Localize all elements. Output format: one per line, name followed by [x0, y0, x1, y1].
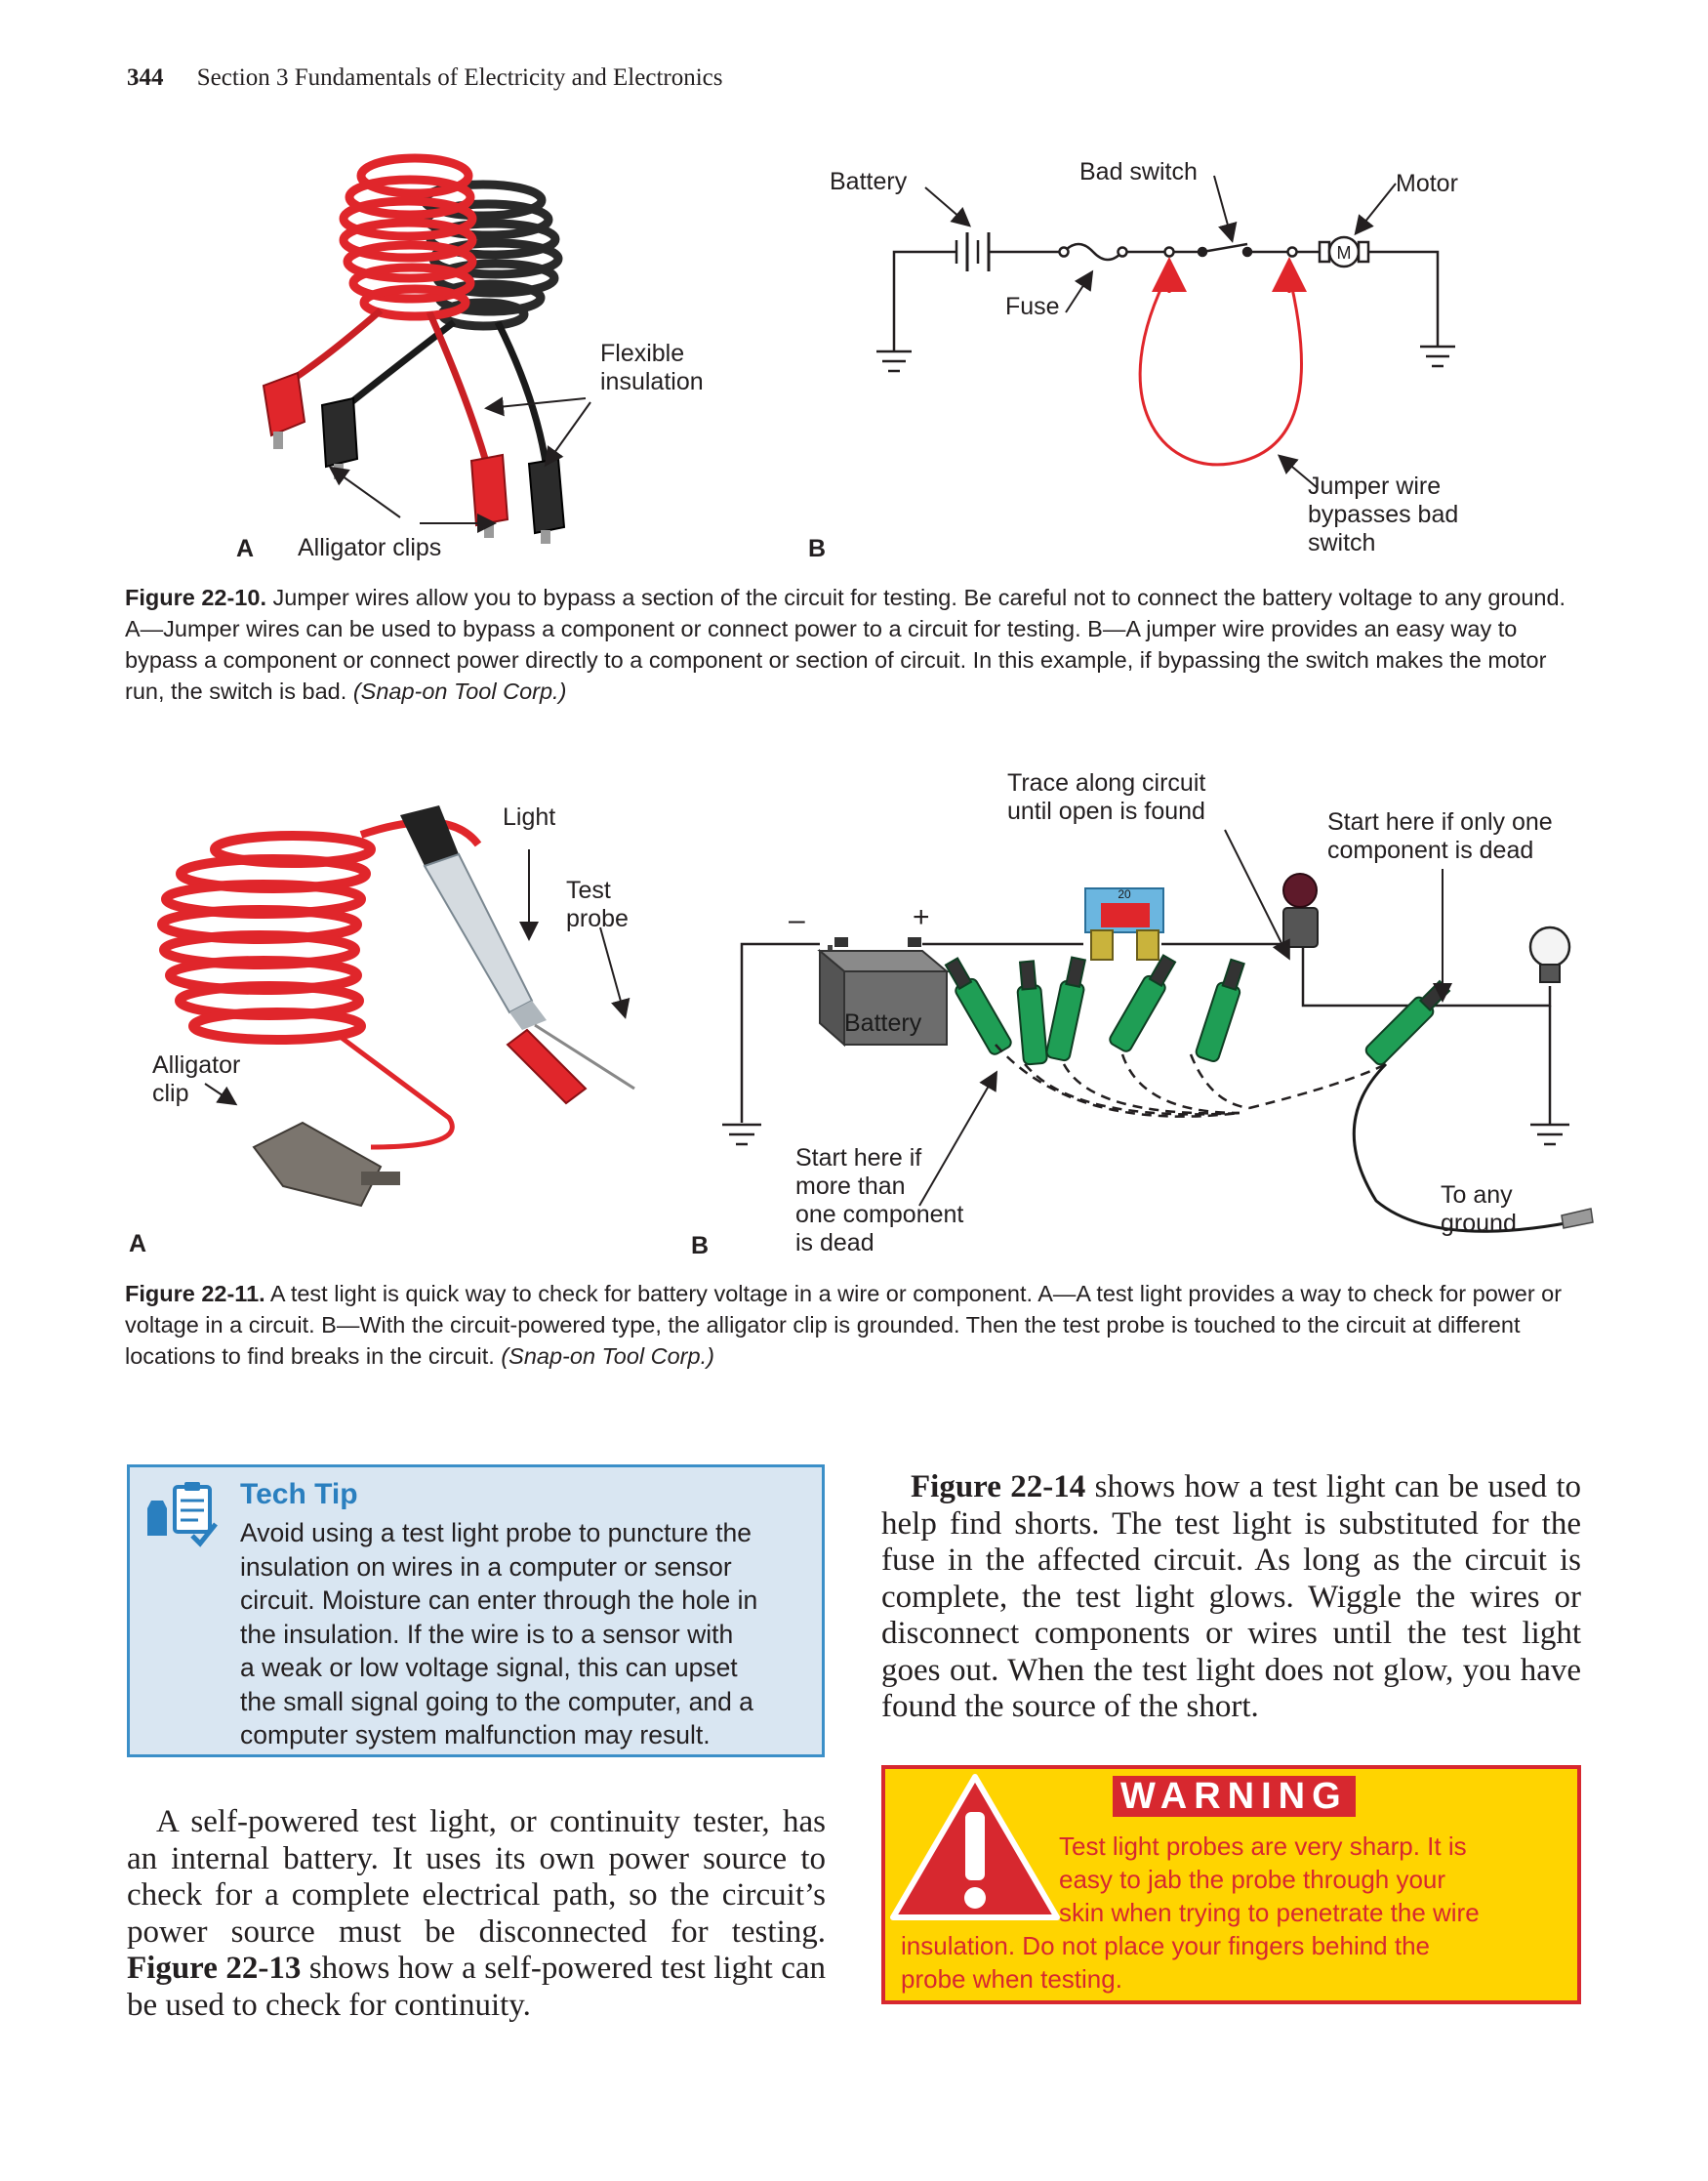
bulb — [1530, 927, 1569, 982]
caption-figure-number: Figure 22-10. — [125, 585, 266, 610]
motor-m-label: M — [1336, 243, 1352, 263]
bad-switch-symbol — [1199, 244, 1251, 256]
battery-symbol — [956, 232, 989, 271]
alligator-clip — [254, 1123, 400, 1206]
red-alligator-clip-left — [264, 373, 305, 449]
switch-knob — [1283, 874, 1318, 947]
fig10-panel-a-letter: A — [236, 535, 255, 562]
tech-tip-clipboard-icon — [142, 1481, 220, 1551]
section-title: Section 3 Fundamentals of Electricity and Electronics — [196, 64, 723, 91]
label-jumper-wire: Jumper wire bypasses bad switch — [1308, 473, 1459, 556]
warning-title: WARNING — [1113, 1776, 1356, 1817]
warning-box — [881, 1765, 1581, 2004]
warning-text-bottom: insulation. Do not place your fingers behind the probe when testing. — [901, 1931, 1431, 1994]
fig11-panel-a-letter: A — [129, 1230, 147, 1257]
figure-reference: Figure 22-14 — [911, 1469, 1086, 1504]
figure-reference: Figure 22-13 — [127, 1951, 302, 1986]
label-alligator-clip: Alligator clip — [152, 1051, 241, 1107]
page-number: 344 — [127, 64, 164, 91]
label-motor: Motor — [1396, 170, 1458, 197]
warning-title-band — [1113, 1777, 1356, 1816]
caption-text: A test light is quick way to check for battery voltage in a wire or component. A—A test light provides a way to check for power or voltage in a circuit. B—With the circuit-powered type, the alligator clip is grounded. Then the test probe is touched to the circuit at different locations to find breaks in the circuit. — [125, 1281, 1563, 1369]
tech-tip-box — [127, 1464, 825, 1757]
caption-credit: (Snap-on Tool Corp.) — [352, 679, 567, 704]
label-start-only-one: Start here if only one component is dead — [1327, 808, 1553, 864]
warning-text-top: Test light probes are very sharp. It is easy to jab the probe through your skin when trying to penetrate the wire — [1059, 1831, 1480, 1927]
caption-text: Jumper wires allow you to bypass a section of the circuit for testing. Be careful not to connect the battery voltage to any ground. A—Jumper wires can be used to bypass a component or connect power to a circuit for testing. B—A jumper wire provides an easy way to bypass a component or connect power directly to a component or section of circuit. In this example, if bypassing the switch makes the motor run, the switch is bad. — [125, 585, 1566, 704]
fig10a-leader-lines — [312, 361, 615, 537]
test-probes — [942, 953, 1453, 1067]
figure-22-10-caption — [125, 582, 1581, 707]
fig11-panel-b-letter: B — [691, 1232, 710, 1259]
warning-triangle-icon — [887, 1771, 1063, 1922]
label-test-probe: Test probe — [566, 877, 629, 932]
find-shorts-paragraph: Figure 22-14 shows how a test light can be used to help find shorts. The test light is substituted for the fuse in the affected circuit. As long as the circuit is complete, the test light glows. Wiggle the wires or disconnect components or wires until the test light goes out. When the test light does not glow, you have found the source of the short. — [881, 1469, 1581, 1724]
label-alligator-clips: Alligator clips — [298, 534, 442, 561]
tech-tip-title: Tech Tip — [240, 1478, 358, 1510]
caption-credit: (Snap-on Tool Corp.) — [501, 1343, 714, 1369]
fig11a-leader-lines — [195, 820, 654, 1132]
label-plus: + — [913, 901, 930, 933]
fig10-panel-b-letter: B — [808, 535, 827, 562]
label-flexible-insulation: Flexible insulation — [600, 340, 704, 395]
self-powered-test-light-paragraph: A self-powered test light, or continuity tester, has an internal battery. It uses its own power source to check for a complete electrical path, so the circuit’s power source must be disconnected for testing. Figure 22-13 shows how a self-powered test light can be used to check for continuity. — [127, 1804, 826, 2023]
label-fuse: Fuse — [1005, 293, 1060, 320]
label-battery: Battery — [830, 168, 908, 195]
fuse-rating: 20 — [1118, 887, 1131, 901]
label-trace-along-circuit: Trace along circuit until open is found — [1007, 769, 1206, 825]
label-light: Light — [503, 803, 556, 831]
label-minus: – — [789, 904, 805, 936]
ground-clip — [1562, 1209, 1593, 1228]
fuse-symbol — [1064, 244, 1122, 260]
label-to-any-ground: To any ground — [1441, 1181, 1517, 1237]
tech-tip-body: Avoid using a test light probe to puncture the insulation on wires in a computer or sensor circuit. Moisture can enter through the hole in the insulation. If the wire is to a sensor with a weak or low voltage signal, this can upset the small signal going to the computer, and a computer system malfunction may result. — [240, 1518, 758, 1749]
label-start-more-than-one: Start here if more than one component is dead — [795, 1144, 964, 1256]
caption-figure-number: Figure 22-11. — [125, 1281, 265, 1306]
figure-22-11-caption — [125, 1278, 1581, 1372]
label-battery-box: Battery — [844, 1009, 922, 1037]
red-jumper-wire — [1140, 271, 1301, 465]
label-bad-switch: Bad switch — [1079, 158, 1198, 185]
running-header — [127, 64, 722, 92]
